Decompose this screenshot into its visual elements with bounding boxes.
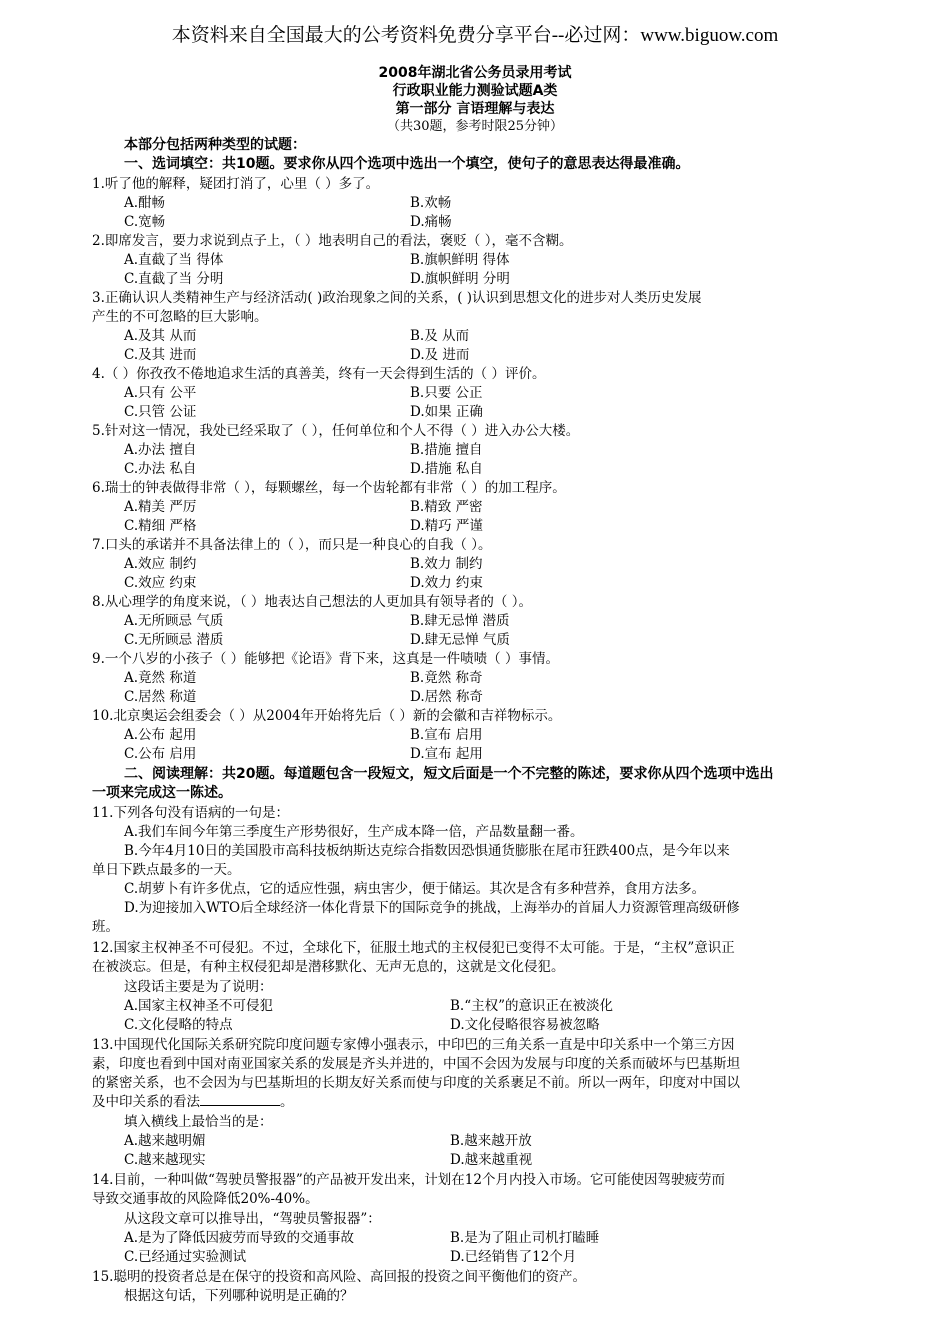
- q6-option-b: B.精致 严密: [410, 499, 483, 515]
- question-11: 11.下列各句没有语病的一句是：: [92, 805, 289, 821]
- exam-subtitle: 行政职业能力测验试题A类: [392, 83, 558, 99]
- q15-stem: 根据这句话，下列哪种说明是正确的？: [124, 1288, 354, 1304]
- q8-option-a: A.无所顾忌 气质: [124, 613, 224, 629]
- section-2-heading: 二、阅读理解：共20题。每道题包含一段短文，短文后面是一个不完整的陈述，要求你从四个选项中选出: [124, 766, 774, 782]
- question-14-cont: 导致交通事故的风险降低20%-40%。: [92, 1191, 319, 1207]
- q9-option-d: D.居然 称奇: [410, 689, 483, 705]
- q8-option-b: B.肆无忌惮 潜质: [410, 613, 510, 629]
- q7-option-a: A.效应 制约: [124, 556, 197, 572]
- exam-title: 2008年湖北省公务员录用考试: [378, 65, 572, 81]
- q12-option-a: A.国家主权神圣不可侵犯: [124, 998, 274, 1014]
- q2-option-c: C.直截了当 分明: [124, 271, 224, 287]
- q3-option-d: D.及 进而: [410, 347, 470, 363]
- q5-option-a: A.办法 擅自: [124, 442, 197, 458]
- q9-option-c: C.居然 称道: [124, 689, 197, 705]
- question-5: 5.针对这一情况，我处已经采取了（ ），任何单位和个人不得（ ）进入办公大楼。: [92, 423, 580, 439]
- q5-option-d: D.措施 私自: [410, 461, 483, 477]
- q14-option-d: D.已经销售了12个月: [450, 1249, 577, 1265]
- question-15: 15.聪明的投资者总是在保守的投资和高风险、高回报的投资之间平衡他们的资产。: [92, 1269, 586, 1285]
- section-2-heading-cont: 一项来完成这一陈述。: [92, 785, 232, 801]
- q3-option-a: A.及其 从而: [124, 328, 197, 344]
- q12-option-b: B.“主权”的意识正在被淡化: [450, 998, 614, 1014]
- q11-option-d: D.为迎接加入WTO后全球经济一体化背景下的国际竞争的挑战，上海举办的首届人力资源管理高级研修: [124, 900, 740, 916]
- q1-option-a: A.酣畅: [124, 195, 166, 211]
- q13-text: 及中印关系的看法: [92, 1094, 200, 1110]
- q13-stem: 填入横线上最恰当的是：: [124, 1114, 273, 1130]
- question-1: 1.听了他的解释，疑团打消了，心里（ ）多了。: [92, 176, 380, 192]
- q14-option-b: B.是为了阻止司机打瞌睡: [450, 1230, 600, 1246]
- q13-option-c: C.越来越现实: [124, 1152, 206, 1168]
- question-8: 8.从心理学的角度来说，（ ）地表达自己想法的人更加具有领导者的（ ）。: [92, 594, 532, 610]
- q12-stem: 这段话主要是为了说明：: [124, 979, 273, 995]
- question-3-cont: 产生的不可忽略的巨大影响。: [92, 309, 268, 325]
- q7-option-b: B.效力 制约: [410, 556, 483, 572]
- q1-option-b: B.欢畅: [410, 195, 452, 211]
- q13-option-a: A.越来越明媚: [124, 1133, 206, 1149]
- q9-option-b: B.竟然 称奇: [410, 670, 483, 686]
- q4-option-a: A.只有 公平: [124, 385, 197, 401]
- question-2: 2.即席发言，要力求说到点子上，（ ）地表明自己的看法，褒贬（ ），毫不含糊。: [92, 233, 573, 249]
- q14-option-c: C.已经通过实验测试: [124, 1249, 247, 1265]
- q11-option-b: B.今年4月10日的美国股市高科技板纳斯达克综合指数因恐惧通货膨胀在尾市狂跌400点，是今年以来: [124, 843, 730, 859]
- question-13-cont-2: 的紧密关系，也不会因为与巴基斯坦的长期友好关系而使与印度的关系裹足不前。所以一两年，印度对中国以: [92, 1075, 740, 1091]
- q6-option-c: C.精细 严格: [124, 518, 197, 534]
- question-13: 13.中国现代化国际关系研究院印度问题专家傅小强表示，中印巴的三角关系一直是中印关系中一个第三方因: [92, 1037, 735, 1053]
- q6-option-d: D.精巧 严谨: [410, 518, 483, 534]
- question-14: 14.目前，一种叫做“驾驶员警报器”的产品被开发出来，计划在12个月内投入市场。它可能使因驾驶疲劳而: [92, 1172, 725, 1188]
- q11-option-c: C.胡萝卜有许多优点，它的适应性强，病虫害少，便于储运。其次是含有多种营养，食用方法多。: [124, 881, 706, 897]
- q10-option-a: A.公布 起用: [124, 727, 197, 743]
- q4-option-d: D.如果 正确: [410, 404, 483, 420]
- q8-option-d: D.肆无忌惮 气质: [410, 632, 510, 648]
- q11-option-b-cont: 单日下跌点最多的一天。: [92, 862, 241, 878]
- part-note: （共30题，参考时限25分钟）: [386, 119, 564, 134]
- question-4: 4.（ ）你孜孜不倦地追求生活的真善美，终有一天会得到生活的（ ）评价。: [92, 366, 546, 382]
- question-13-cont-1: 素，印度也看到中国对南亚国家关系的发展是齐头并进的，中国不会因为发展与印度的关系而破坏与巴基斯坦: [92, 1056, 740, 1072]
- q3-option-b: B.及 从而: [410, 328, 470, 344]
- section-1-heading: 一、选词填空：共10题。要求你从四个选项中选出一个填空，使句子的意思表达得最准确。: [124, 156, 690, 172]
- q11-option-d-cont: 班。: [92, 919, 119, 935]
- question-6: 6.瑞士的钟表做得非常（ ），每颗螺丝，每一个齿轮都有非常（ ）的加工程序。: [92, 480, 566, 496]
- q1-option-c: C.宽畅: [124, 214, 166, 230]
- q1-option-d: D.痛畅: [410, 214, 452, 230]
- question-7: 7.口头的承诺并不具备法律上的（ ），而只是一种良心的自我（ ）。: [92, 537, 492, 553]
- q4-option-b: B.只要 公正: [410, 385, 483, 401]
- part-title: 第一部分 言语理解与表达: [395, 101, 555, 117]
- q6-option-a: A.精美 严厉: [124, 499, 197, 515]
- answer-blank: [200, 1093, 280, 1106]
- site-header: 本资料来自全国最大的公考资料免费分享平台--必过网：www.biguow.com: [171, 25, 779, 46]
- q14-option-a: A.是为了降低因疲劳而导致的交通事故: [124, 1230, 355, 1246]
- q9-option-a: A.竟然 称道: [124, 670, 197, 686]
- q8-option-c: C.无所顾忌 潜质: [124, 632, 224, 648]
- q12-option-d: D.文化侵略很容易被忽略: [450, 1017, 600, 1033]
- q14-stem: 从这段文章可以推导出，“驾驶员警报器”：: [124, 1211, 381, 1227]
- q4-option-c: C.只管 公证: [124, 404, 197, 420]
- q5-option-b: B.措施 擅自: [410, 442, 483, 458]
- q13-option-d: D.越来越重视: [450, 1152, 533, 1168]
- question-9: 9.一个八岁的小孩子（ ）能够把《论语》背下来，这真是一件啧啧（ ）事情。: [92, 651, 559, 667]
- q7-option-c: C.效应 约束: [124, 575, 197, 591]
- question-10: 10.北京奥运会组委会（ ）从2004年开始将先后（ ）新的会徽和吉祥物标示。: [92, 708, 562, 724]
- question-3: 3.正确认识人类精神生产与经济活动( )政治现象之间的关系，( )认识到思想文化的进步对人类历史发展: [92, 290, 702, 306]
- q2-option-a: A.直截了当 得体: [124, 252, 224, 268]
- q12-option-c: C.文化侵略的特点: [124, 1017, 233, 1033]
- q13-option-b: B.越来越开放: [450, 1133, 532, 1149]
- q10-option-c: C.公布 启用: [124, 746, 197, 762]
- q5-option-c: C.办法 私自: [124, 461, 197, 477]
- q2-option-b: B.旗帜鲜明 得体: [410, 252, 510, 268]
- q7-option-d: D.效力 约束: [410, 575, 483, 591]
- q10-option-b: B.宣布 启用: [410, 727, 483, 743]
- question-12-cont: 在被淡忘。但是，有种主权侵犯却是潜移默化、无声无息的，这就是文化侵犯。: [92, 959, 565, 975]
- q11-option-a: A.我们车间今年第三季度生产形势很好，生产成本降一倍，产品数量翻一番。: [124, 824, 584, 840]
- q10-option-d: D.宣布 起用: [410, 746, 483, 762]
- intro: 本部分包括两种类型的试题：: [124, 137, 306, 153]
- q3-option-c: C.及其 进而: [124, 347, 197, 363]
- q2-option-d: D.旗帜鲜明 分明: [410, 271, 510, 287]
- question-13-cont-3: [92, 1093, 294, 1112]
- question-12: 12.国家主权神圣不可侵犯。不过，全球化下，征服土地式的主权侵犯已变得不太可能。于是，“主权”意识正: [92, 940, 735, 956]
- q13-end: 。: [280, 1094, 294, 1110]
